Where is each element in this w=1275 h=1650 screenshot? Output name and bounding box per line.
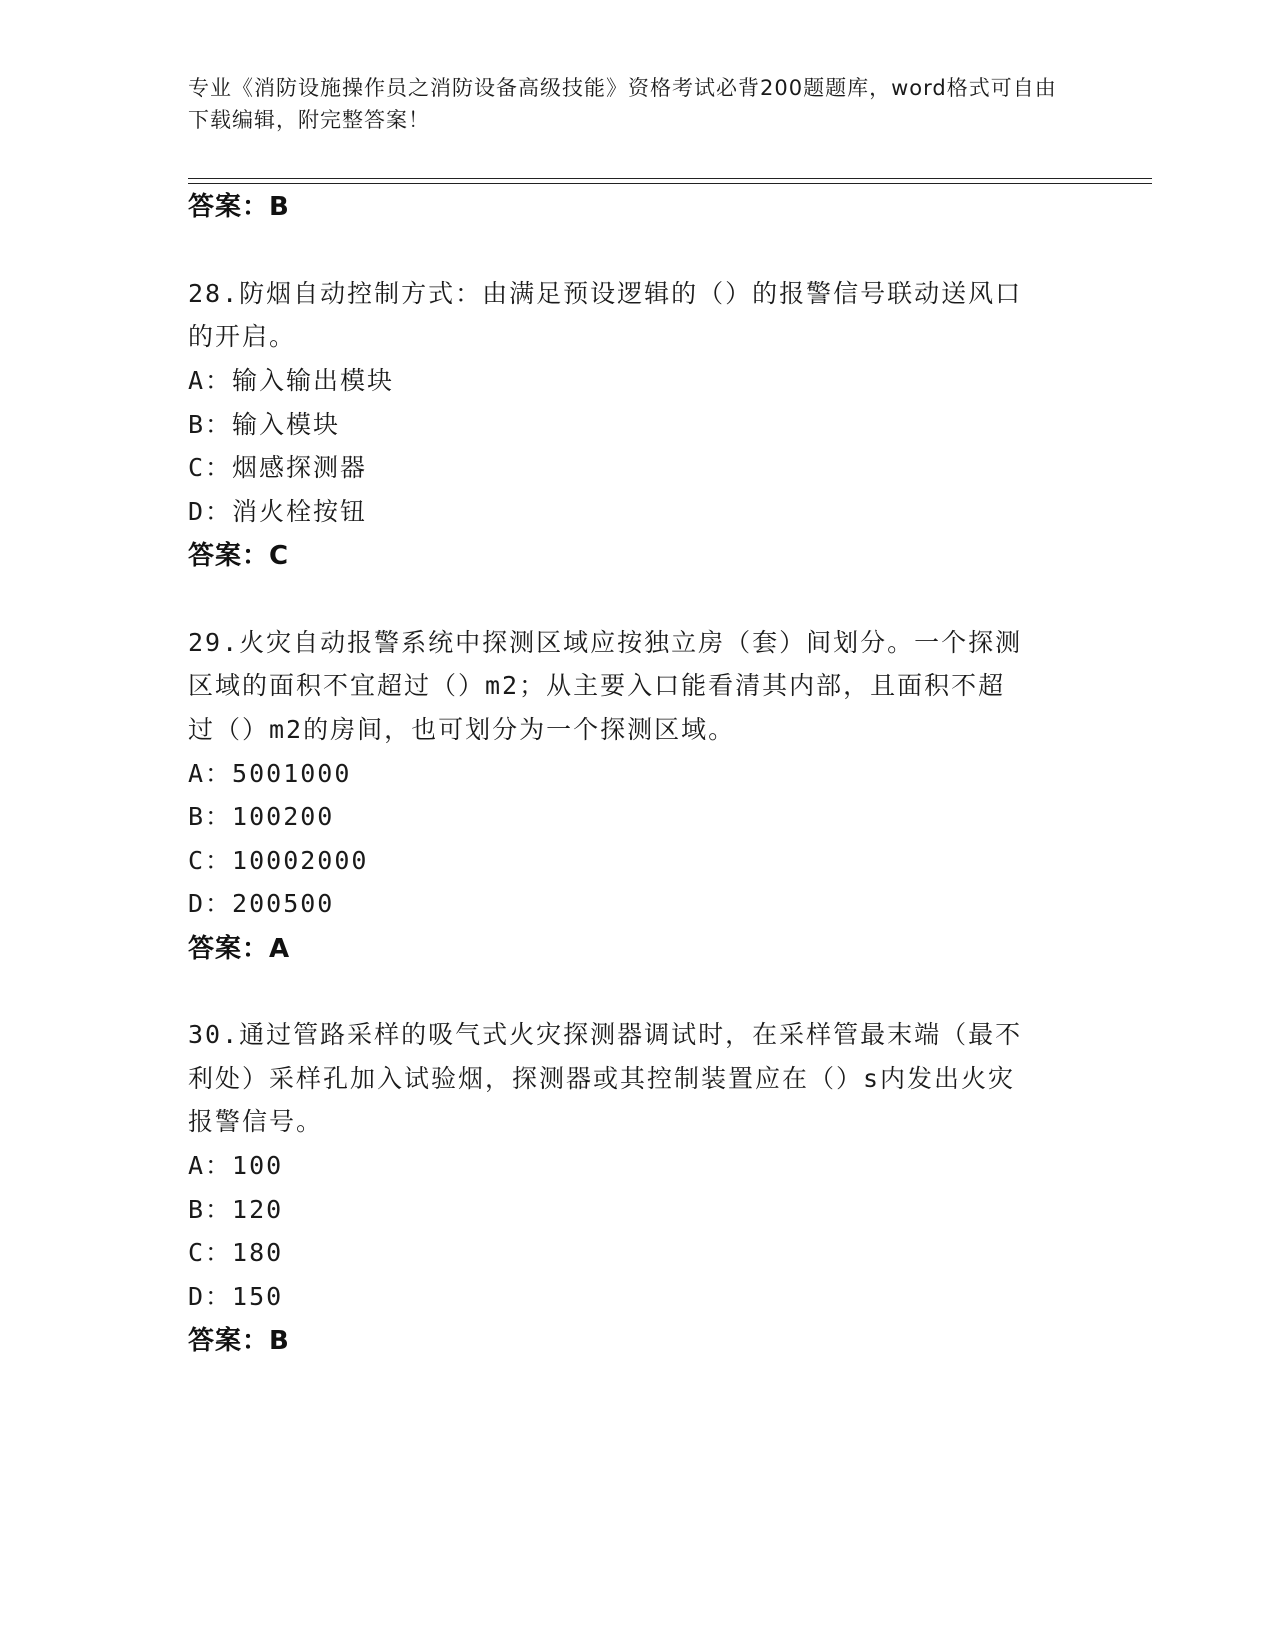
question-28-option-d: D：消火栓按钮 <box>188 497 368 526</box>
question-29-option-c: C：10002000 <box>188 846 369 875</box>
question-30-line-3: 报警信号。 <box>188 1107 324 1136</box>
question-30-option-c: C：180 <box>188 1238 284 1267</box>
question-30-answer: 答案：B <box>188 1326 290 1356</box>
question-28-answer: 答案：C <box>188 541 290 571</box>
question-30-option-a: A：100 <box>188 1151 284 1180</box>
question-28-option-b: B：输入模块 <box>188 410 341 439</box>
question-30-line-1: 30.通过管路采样的吸气式火灾探测器调试时，在采样管最末端（最不 <box>188 1020 1023 1049</box>
question-29-line-1: 29.火灾自动报警系统中探测区域应按独立房（套）间划分。一个探测 <box>188 628 1023 657</box>
document-header: 专业《消防设施操作员之消防设备高级技能》资格考试必背200题题库，word格式可自由下载编辑，附完整答案！ <box>188 76 1057 132</box>
question-30-option-b: B：120 <box>188 1195 284 1224</box>
question-30-line-2: 利处）采样孔加入试验烟，探测器或其控制装置应在（）s内发出火灾 <box>188 1064 1016 1093</box>
question-29-answer: 答案：A <box>188 934 291 964</box>
header-divider-top <box>188 178 1152 179</box>
answer-label: 答案：B <box>188 192 290 222</box>
question-28-line-2: 的开启。 <box>188 322 297 351</box>
question-29-option-d: D：200500 <box>188 889 335 918</box>
header-divider-bottom <box>188 183 1152 184</box>
question-29-option-a: A：5001000 <box>188 759 352 788</box>
question-28-option-c: C：烟感探测器 <box>188 453 368 482</box>
question-30-option-d: D：150 <box>188 1282 284 1311</box>
question-28-line-1: 28.防烟自动控制方式：由满足预设逻辑的（）的报警信号联动送风口 <box>188 279 1023 308</box>
question-29-option-b: B：100200 <box>188 802 335 831</box>
question-29-line-2: 区域的面积不宜超过（）m2；从主要入口能看清其内部，且面积不超 <box>188 671 1006 700</box>
question-29-line-3: 过（）m2的房间，也可划分为一个探测区域。 <box>188 715 736 744</box>
question-28-option-a: A：输入输出模块 <box>188 366 395 395</box>
